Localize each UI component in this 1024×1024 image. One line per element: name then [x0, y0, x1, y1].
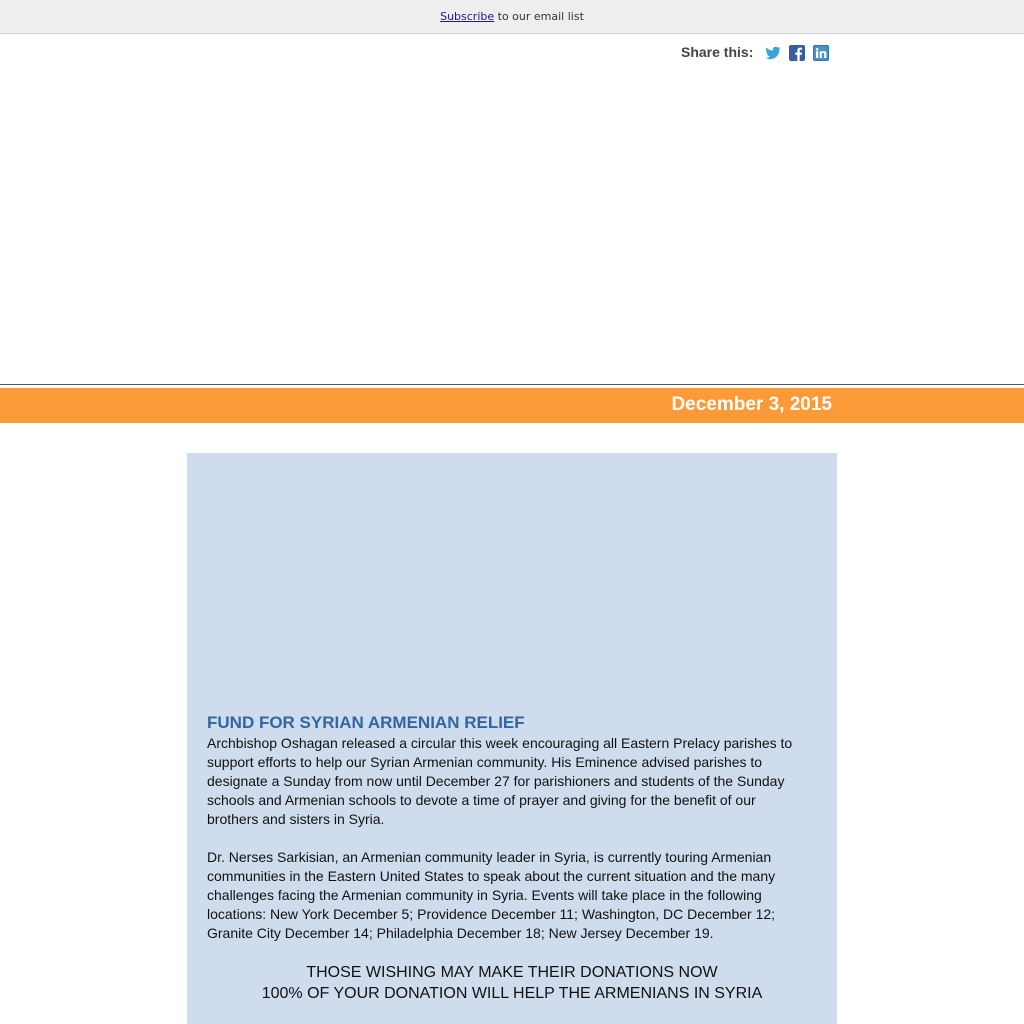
- share-bar: [681, 43, 837, 63]
- header-divider: [0, 384, 1024, 385]
- article-paragraph-2: Dr. Nerses Sarkisian, an Armenian community leader in Syria, is currently touring Armenian communities in the Eastern United States to speak about the current situation and the many challenges facing the Armenian community in Syria. Events will take place in the following locations: New York December 5; Providence December 11; Washington, DC December 12; Granite City December 14; Philadelphia December 18; New Jersey December 19.: [207, 849, 776, 941]
- facebook-icon[interactable]: [789, 45, 805, 61]
- issue-date: December 3, 2015: [671, 394, 832, 415]
- callout-line-2: 100% OF YOUR DONATION WILL HELP THE ARMENIANS IN SYRIA: [261, 985, 763, 1002]
- linkedin-icon[interactable]: [813, 45, 829, 61]
- subscribe-suffix: to our email list: [494, 10, 584, 23]
- article-title: FUND FOR SYRIAN ARMENIAN RELIEF: [207, 713, 525, 732]
- article-paragraph-1: Archbishop Oshagan released a circular this week encouraging all Eastern Prelacy parishes to support efforts to help our Syrian Armenian community. His Eminence advised parishes to designate a Sunday from now until December 27 for parishioners and students of the Sunday schools and Armenian schools to devote a time of prayer and giving for the benefit of our brothers and sisters in Syria.: [207, 735, 793, 827]
- twitter-icon[interactable]: [765, 45, 781, 61]
- header-banner-area: [0, 70, 1024, 380]
- subscribe-bar: [0, 0, 1024, 34]
- share-label: Share this:: [681, 44, 754, 60]
- callout-line-1: THOSE WISHING MAY MAKE THEIR DONATIONS NOW: [306, 964, 718, 981]
- donation-callout: [187, 962, 837, 1004]
- date-bar: [0, 388, 1024, 423]
- article-box: [187, 453, 837, 1024]
- subscribe-link[interactable]: Subscribe: [440, 10, 495, 23]
